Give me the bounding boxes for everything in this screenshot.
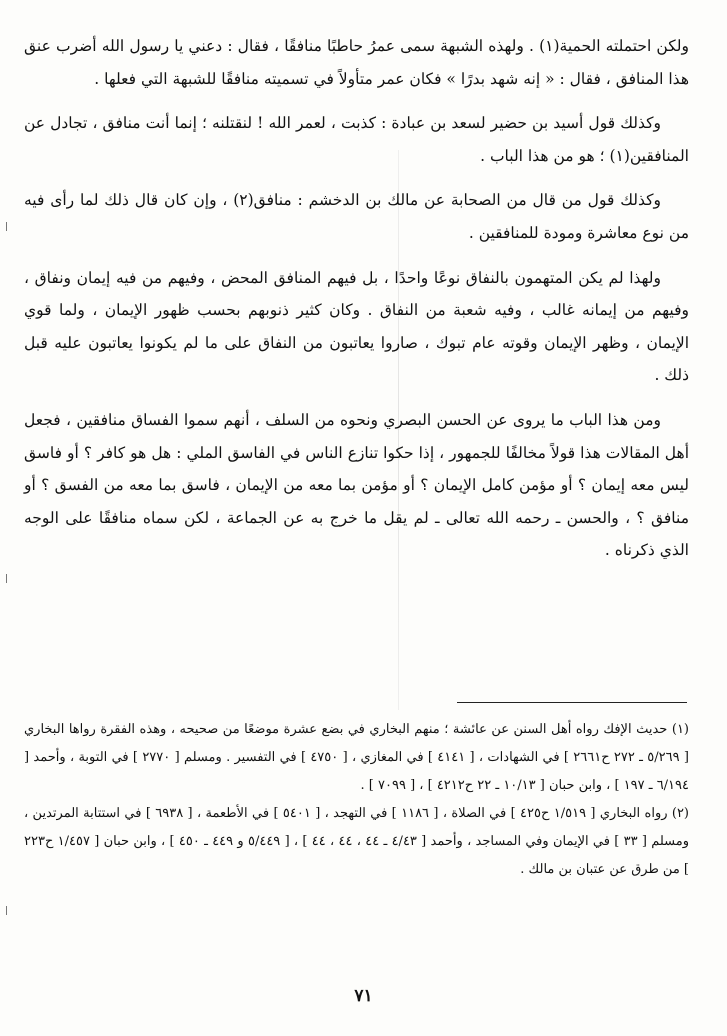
margin-mark bbox=[6, 574, 7, 583]
paragraph: ومن هذا الباب ما يروى عن الحسن البصري ونحوه من السلف ، أنهم سموا الفساق منافقين ، فجعل أهل المقالات هذا قولاً مخالفًا للجمهور ، إذا حكوا تنازع الناس في الفاسق الملي : هل هو كافر ؟ أو فاسق ليس معه إيمان ؟ أو مؤمن كامل الإيمان ؟ أو مؤمن بما معه من الإيمان ، فاسق بما معه من الفسق ؟ أو منافق ؟ ، والحسن ـ رحمه الله تعالى ـ لم يقل ما خرج به عن الجماعة ، لكن سماه منافقًا على الوجه الذي ذكرناه . bbox=[24, 410, 689, 560]
footnote-separator bbox=[457, 702, 687, 703]
paragraph: وكذلك قول أسيد بن حضير لسعد بن عبادة : كذبت ، لعمر الله ! لنقتلنه ؛ إنما أنت منافق ، تجادل عن المنافقين(١) ؛ هو من هذا الباب . bbox=[24, 114, 689, 165]
footnote: (١) حديث الإفك رواه أهل السنن عن عائشة ؛ منهم البخاري في بضع عشرة موضعًا من صحيحه ، وهذه الفقرة رواها البخاري [ ٥/٢٦٩ ـ ٢٧٢ ح٢٦٦١ ] في الشهادات ، [ ٤١٤١ ] في المغازي ، [ ٤٧٥٠ ] في التفسير . ومسلم [ ٢٧٧٠ ] في التوبة ، وأحمد [ ٦/١٩٤ ـ ١٩٧ ] ، وابن حبان [ ١٠/١٣ ـ ٢٢ ح٤٢١٢ ] ، [ ٧٠٩٩ ] . bbox=[24, 722, 689, 793]
page-number: ٧١ bbox=[354, 986, 373, 1006]
paragraph: وكذلك قول من قال من الصحابة عن مالك بن الدخشم : منافق(٢) ، وإن كان قال ذلك لما رأى فيه من نوع معاشرة ومودة للمنافقين . bbox=[24, 191, 689, 242]
margin-mark bbox=[6, 222, 7, 231]
footnote: (٢) رواه البخاري [ ١/٥١٩ ح٤٢٥ ] في الصلاة ، [ ١١٨٦ ] في التهجد ، [ ٥٤٠١ ] في الأطعمة ، [ ٦٩٣٨ ] في استتابة المرتدين ، ومسلم [ ٣٣ ] في الإيمان وفي المساجد ، وأحمد [ ٤/٤٣ ـ ٤٤ ، ٤٤ ، ٤٤ ] ، [ ٥/٤٤٩ و ٤٤٩ ـ ٤٥٠ ] ، وابن حبان [ ١/٤٥٧ ح٢٢٣ ] من طرق عن عتبان بن مالك . bbox=[24, 806, 689, 877]
paragraph: ولكن احتملته الحمية(١) . ولهذه الشبهة سمى عمرُ حاطبًا منافقًا ، فقال : دعني يا رسول الله أضرب عنق هذا المنافق ، فقال : « إنه شهد بدرًا » فكان عمر متأولاً في تسميته منافقًا للشبهة التي فعلها . bbox=[24, 37, 689, 88]
main-text bbox=[24, 30, 689, 567]
footnotes bbox=[24, 716, 689, 884]
paragraph: ولهذا لم يكن المتهمون بالنفاق نوعًا واحدًا ، بل فيهم المنافق المحض ، وفيهم من فيه إيمان ونفاق ، وفيهم من إيمانه غالب ، وفيه شعبة من النفاق . وكان كثير ذنوبهم بحسب ظهور الإيمان ، ولما قوي الإيمان ، وظهر الإيمان وقوته عام تبوك ، صاروا يعاتبون من النفاق على ما لم يكونوا يعاتبون عليه قبل ذلك . bbox=[24, 268, 689, 385]
margin-mark bbox=[6, 906, 7, 915]
